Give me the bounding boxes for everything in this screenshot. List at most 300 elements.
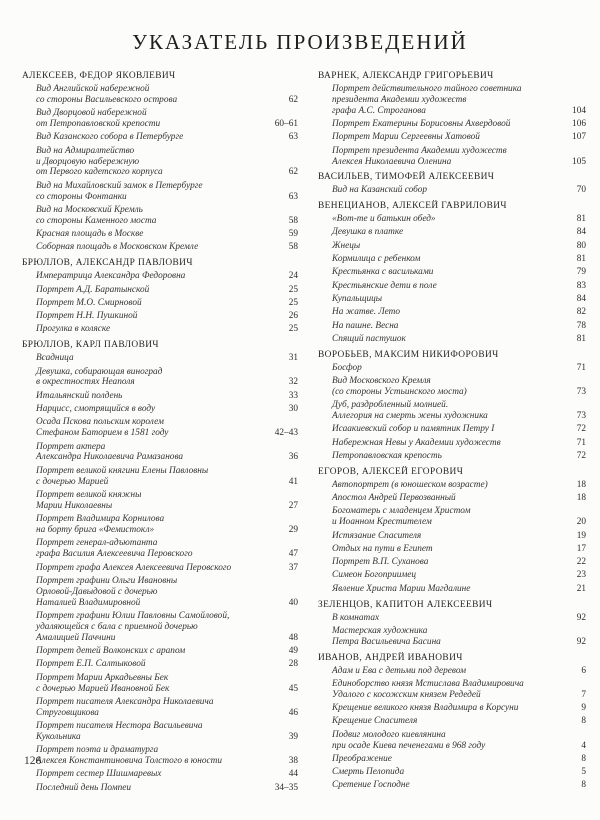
work-item — [318, 294, 586, 305]
work-item — [22, 466, 298, 488]
work-title-row — [332, 703, 586, 714]
artist-section — [318, 653, 586, 792]
work-page-number: 38 — [288, 756, 298, 767]
work-page-number: 19 — [576, 530, 586, 541]
work-title-line: Алексея Николаевича Оленина — [332, 156, 452, 167]
work-title-line: на борту брига «Фемистокл» — [36, 525, 155, 536]
work-page-number: 104 — [572, 105, 586, 116]
work-item — [22, 673, 298, 695]
work-page-number: 23 — [576, 570, 586, 581]
work-page-number: 72 — [576, 424, 586, 435]
work-page-number: 71 — [576, 362, 586, 373]
work-title-row — [36, 428, 298, 439]
work-page-number: 29 — [288, 525, 298, 536]
work-title-row — [36, 501, 298, 512]
work-title-line: и Иоанном Крестителем — [332, 517, 432, 528]
work-page-number: 48 — [288, 632, 298, 643]
work-title-line: Жнецы — [332, 240, 361, 251]
work-item — [318, 626, 586, 648]
work-title-line: Апостол Андрей Первозванный — [332, 493, 456, 504]
work-page-number: 82 — [576, 307, 586, 318]
work-page-number: 25 — [288, 284, 298, 295]
work-title-row — [332, 334, 586, 345]
work-title-line: Струговщикова — [36, 707, 99, 718]
work-page-number: 22 — [576, 557, 586, 568]
work-title-line: Истязание Спасителя — [332, 530, 422, 541]
work-item — [318, 132, 586, 143]
work-title-row — [36, 271, 298, 282]
work-title-row — [36, 525, 298, 536]
work-title-row — [332, 132, 586, 143]
work-title-line: Девушка, собирающая виноград — [36, 366, 163, 377]
work-page-number: 63 — [288, 191, 298, 202]
work-page-number: 62 — [288, 167, 298, 178]
work-title-line: Петропавловская крепость — [332, 450, 442, 461]
work-title-row — [36, 646, 298, 657]
work-item — [22, 84, 298, 106]
work-page-number: 45 — [288, 683, 298, 694]
artist-section — [318, 201, 586, 344]
work-title-row — [332, 214, 586, 225]
work-page-number: 59 — [288, 229, 298, 240]
work-title-line: графа Василия Алексеевича Перовского — [36, 549, 193, 560]
work-title-row — [36, 132, 298, 143]
work-title-line: Подвиг молодого киевлянина — [332, 729, 446, 740]
work-title-row — [332, 584, 586, 595]
work-title-line: Портрет действительного тайного советника — [332, 83, 522, 94]
work-title-line: Крестьянка с васильками — [332, 267, 434, 278]
work-title-line: Александра Николаевича Рамазанова — [36, 452, 184, 463]
work-item — [22, 659, 298, 670]
work-title-line: Портрет графини Юлии Павловны Самойловой, — [36, 610, 230, 621]
work-title-line: и Дворцовую набережную — [36, 156, 140, 167]
work-title-line: Преображение — [332, 753, 392, 764]
work-title-line: Вид на Казанский собор — [332, 185, 428, 196]
work-item — [22, 367, 298, 389]
work-title-line: Наталией Владимировной — [36, 597, 141, 608]
work-item — [318, 703, 586, 714]
work-title-row — [332, 185, 586, 196]
artist-name: БРЮЛЛОВ, АЛЕКСАНДР ПАВЛОВИЧ — [22, 258, 193, 269]
work-item — [318, 584, 586, 595]
work-title-row — [332, 531, 586, 542]
work-title-line: с дочерью Марией — [36, 476, 109, 487]
work-item — [318, 480, 586, 491]
work-title-line: Кукольника — [36, 731, 81, 742]
work-title-line: Единоборство князя Мстислава Владимировича — [332, 678, 524, 689]
artist-section — [318, 600, 586, 648]
work-item — [318, 493, 586, 504]
work-item — [22, 490, 298, 512]
work-page-number: 105 — [572, 156, 586, 167]
work-title-row — [332, 570, 586, 581]
work-title-line: Крещение великого князя Владимира в Корсуни — [332, 703, 519, 714]
work-item — [318, 716, 586, 727]
artist-name: АЛЕКСЕЕВ, ФЕДОР ЯКОВЛЕВИЧ — [22, 71, 176, 81]
work-title-line: Спящий пастушок — [332, 333, 406, 344]
work-title-line: Итальянский полдень — [36, 390, 123, 401]
work-item — [22, 108, 298, 130]
work-title-row — [332, 613, 586, 624]
work-title-line: Императрица Александра Федоровна — [36, 271, 186, 282]
work-title-row — [36, 659, 298, 670]
work-title-row — [332, 741, 586, 752]
work-title-line: Дуб, раздробленный молнией. — [332, 400, 449, 411]
work-item — [22, 611, 298, 644]
work-title-row — [332, 267, 586, 278]
work-page-number: 28 — [288, 659, 298, 670]
work-title-line: Девушка в платке — [332, 227, 404, 238]
work-item — [22, 514, 298, 536]
work-title-line: Портрет Н.Н. Пушкиной — [36, 311, 138, 322]
work-title-line: Портрет актера — [36, 441, 106, 452]
work-page-number: 107 — [572, 132, 586, 143]
work-item — [318, 214, 586, 225]
work-title-row — [36, 311, 298, 322]
artist-section — [318, 350, 586, 462]
work-title-line: Соборная площадь в Московском Кремле — [36, 242, 199, 253]
work-item — [22, 324, 298, 335]
work-item — [318, 557, 586, 568]
work-item — [22, 538, 298, 560]
work-title-row — [332, 493, 586, 504]
work-title-line: со стороны Васильевского острова — [36, 94, 178, 105]
artist-section — [318, 467, 586, 595]
index-column-left — [22, 71, 298, 796]
work-page-number: 58 — [288, 242, 298, 253]
work-item — [22, 311, 298, 322]
work-page-number: 7 — [581, 689, 586, 700]
work-title-line: Портрет великой княжны — [36, 489, 142, 500]
work-item — [22, 697, 298, 719]
work-item — [22, 353, 298, 364]
work-page-number: 92 — [576, 612, 586, 623]
work-page-number: 32 — [288, 377, 298, 388]
work-page-number: 4 — [581, 740, 586, 751]
work-title-line: Портрет Марии Сергеевны Хатовой — [332, 132, 480, 143]
work-title-row — [332, 321, 586, 332]
work-page-number: 21 — [576, 583, 586, 594]
work-item — [318, 376, 586, 398]
work-title-line: Портрет графа Алексея Алексеевича Перовского — [36, 562, 232, 573]
work-page-number: 80 — [576, 240, 586, 251]
work-title-line: Всадница — [36, 353, 74, 364]
work-item — [318, 451, 586, 462]
work-title-line: Вид Дворцовой набережной — [36, 108, 147, 119]
artist-section — [318, 71, 586, 167]
index-column-right — [318, 71, 586, 794]
work-title-line: Портрет Марии Аркадьевны Бек — [36, 672, 169, 683]
work-title-row — [332, 716, 586, 727]
work-page-number: 73 — [576, 386, 586, 397]
work-title-row — [332, 438, 586, 449]
work-page-number: 18 — [576, 479, 586, 490]
work-title-line: Купальщицы — [332, 293, 383, 304]
work-title-row — [36, 242, 298, 253]
work-title-line: Вид Английской набережной — [36, 83, 150, 94]
work-title-row — [332, 157, 586, 168]
work-title-line: с дочерью Марией Ивановной Бек — [36, 683, 170, 694]
work-title-line: Вид Казанского собора в Петербурге — [36, 132, 184, 143]
work-title-row — [332, 254, 586, 265]
work-item — [22, 769, 298, 780]
work-page-number: 6 — [581, 665, 586, 676]
work-title-row — [332, 387, 586, 398]
work-item — [22, 576, 298, 609]
artist-section — [22, 258, 298, 335]
work-title-line: графа А.С. Строганова — [332, 105, 426, 116]
work-title-line: Портрет писателя Нестора Васильевича — [36, 721, 203, 732]
work-title-row — [36, 598, 298, 609]
work-title-row — [332, 424, 586, 435]
work-title-line: от Первого кадетского корпуса — [36, 167, 163, 178]
work-title-row — [36, 477, 298, 488]
work-title-line: Босфор — [332, 362, 362, 373]
work-page-number: 73 — [576, 411, 586, 422]
work-title-line: Автопортрет (в юношеском возрасте) — [332, 479, 488, 490]
work-title-row — [332, 666, 586, 677]
work-title-row — [36, 563, 298, 574]
work-item — [22, 563, 298, 574]
work-item — [22, 229, 298, 240]
work-title-row — [332, 690, 586, 701]
work-title-line: при осаде Киева печенегами в 968 году — [332, 740, 486, 751]
work-title-line: Осада Пскова польским королем — [36, 417, 164, 428]
work-page-number: 27 — [288, 500, 298, 511]
work-item — [318, 613, 586, 624]
work-page-number: 72 — [576, 450, 586, 461]
work-title-line: Сретение Господне — [332, 780, 410, 791]
work-title-line: «Вот-те и батькин обед» — [332, 214, 436, 225]
work-title-row — [332, 294, 586, 305]
work-page-number: 34–35 — [274, 782, 298, 793]
work-title-row — [332, 241, 586, 252]
work-item — [22, 285, 298, 296]
work-page-number: 49 — [288, 646, 298, 657]
work-page-number: 106 — [572, 119, 586, 130]
artist-name: ВАРНЕК, АЛЕКСАНДР ГРИГОРЬЕВИЧ — [318, 71, 494, 81]
work-item — [22, 181, 298, 203]
work-title-row — [36, 404, 298, 415]
work-item — [22, 442, 298, 464]
work-title-line: Портрет А.Д. Баратынской — [36, 284, 150, 295]
work-page-number: 8 — [581, 780, 586, 791]
work-item — [22, 271, 298, 282]
work-title-row — [36, 769, 298, 780]
work-title-line: Удалого с косожским князем Редедей — [332, 689, 481, 700]
work-title-line: Портрет Владимира Корнилова — [36, 514, 165, 525]
work-title-line: Орловой-Давыдовой с дочерью — [36, 586, 158, 597]
work-title-row — [332, 544, 586, 555]
work-item — [318, 363, 586, 374]
work-page-number: 84 — [576, 227, 586, 238]
work-title-line: Кормилица с ребенком — [332, 254, 421, 265]
artist-name: ВОРОБЬЕВ, МАКСИМ НИКИФОРОВИЧ — [318, 349, 499, 360]
work-page-number: 40 — [288, 597, 298, 608]
work-page-number: 42–43 — [274, 428, 298, 439]
work-title-line: Вид Московского Кремля — [332, 375, 431, 386]
work-page-number: 20 — [576, 517, 586, 528]
work-title-row — [332, 363, 586, 374]
work-title-line: удаляющейся с бала с приемной дочерью — [36, 621, 198, 632]
work-title-row — [332, 557, 586, 568]
work-title-line: Портрет генерал-адъютанта — [36, 538, 158, 549]
work-page-number: 79 — [576, 267, 586, 278]
work-item — [318, 307, 586, 318]
work-item — [318, 400, 586, 422]
work-item — [318, 506, 586, 528]
work-item — [318, 281, 586, 292]
work-page-number: 71 — [576, 437, 586, 448]
work-title-line: Портрет президента Академии художеств — [332, 145, 507, 156]
work-item — [318, 679, 586, 701]
work-title-line: Портрет графини Ольги Ивановны — [36, 575, 178, 586]
work-title-row — [332, 517, 586, 528]
work-item — [318, 119, 586, 130]
work-title-line: Богоматерь с младенцем Христом — [332, 506, 471, 517]
work-item — [22, 404, 298, 415]
work-title-line: со стороны Каменного моста — [36, 215, 157, 226]
work-page-number: 24 — [288, 271, 298, 282]
work-page-number: 39 — [288, 731, 298, 742]
work-title-line: На пашне. Весна — [332, 320, 399, 331]
work-title-row — [36, 192, 298, 203]
work-title-row — [36, 684, 298, 695]
work-title-line: Портрет писателя Александра Николаевича — [36, 696, 214, 707]
work-title-row — [36, 783, 298, 794]
work-title-line: Портрет детей Волконских с арапом — [36, 646, 186, 657]
work-item — [22, 391, 298, 402]
work-page-number: 44 — [288, 769, 298, 780]
work-title-line: от Петропавловской крепости — [36, 119, 161, 130]
work-item — [22, 783, 298, 794]
work-title-line: Портрет Екатерины Борисовны Ахвердовой — [332, 119, 511, 130]
work-title-line: Симеон Богоприимец — [332, 570, 417, 581]
work-page-number: 78 — [576, 320, 586, 331]
work-item — [22, 417, 298, 439]
work-page-number: 81 — [576, 254, 586, 265]
work-title-row — [332, 767, 586, 778]
work-item — [22, 721, 298, 743]
work-title-line: В комнатах — [332, 612, 380, 623]
work-page-number: 62 — [288, 94, 298, 105]
work-title-row — [36, 391, 298, 402]
artist-section — [318, 172, 586, 196]
work-item — [318, 438, 586, 449]
work-title-row — [36, 95, 298, 106]
work-page-number: 81 — [576, 214, 586, 225]
work-title-row — [36, 377, 298, 388]
work-page-number: 60–61 — [274, 119, 298, 130]
artist-name: ЕГОРОВ, АЛЕКСЕЙ ЕГОРОВИЧ — [318, 466, 464, 477]
work-item — [318, 544, 586, 555]
work-title-row — [332, 119, 586, 130]
work-page-number: 37 — [288, 562, 298, 573]
work-title-line: Отдых на пути в Египет — [332, 543, 433, 554]
work-title-row — [332, 754, 586, 765]
work-item — [318, 321, 586, 332]
work-title-line: (со стороны Устьинского моста) — [332, 386, 467, 397]
work-title-line: президента Академии художеств — [332, 94, 467, 105]
work-page-number: 25 — [288, 297, 298, 308]
work-page-number: 46 — [288, 707, 298, 718]
work-title-line: Явление Христа Марии Магдалине — [332, 583, 471, 594]
work-page-number: 30 — [288, 404, 298, 415]
work-item — [318, 531, 586, 542]
work-item — [318, 84, 586, 117]
work-title-line: Последний день Помпеи — [36, 782, 132, 793]
artist-name: БРЮЛЛОВ, КАРЛ ПАВЛОВИЧ — [22, 340, 159, 351]
work-item — [318, 334, 586, 345]
work-page-number: 63 — [288, 132, 298, 143]
work-page-number: 36 — [288, 452, 298, 463]
work-page-number: 26 — [288, 311, 298, 322]
work-item — [318, 185, 586, 196]
work-page-number: 9 — [581, 703, 586, 714]
work-title-row — [36, 549, 298, 560]
work-item — [22, 146, 298, 179]
work-title-row — [36, 167, 298, 178]
folio-page-number: 126 — [24, 755, 42, 767]
work-title-line: Портрет сестер Шишмаревых — [36, 769, 162, 780]
work-title-row — [332, 307, 586, 318]
work-item — [22, 205, 298, 227]
work-page-number: 31 — [288, 353, 298, 364]
work-title-line: Петра Васильевича Басина — [332, 636, 441, 647]
work-title-line: Алексея Константиновича Толстого в юности — [36, 756, 223, 767]
work-title-row — [36, 633, 298, 644]
work-page-number: 92 — [576, 636, 586, 647]
work-item — [22, 646, 298, 657]
work-page-number: 17 — [576, 543, 586, 554]
work-item — [318, 424, 586, 435]
work-title-row — [332, 227, 586, 238]
work-item — [318, 227, 586, 238]
artist-section — [22, 71, 298, 253]
work-title-line: Исаакиевский собор и памятник Петру I — [332, 424, 495, 435]
work-title-line: Вид на Михайловский замок в Петербурге — [36, 180, 203, 191]
work-title-line: Крещение Спасителя — [332, 716, 418, 727]
work-item — [318, 767, 586, 778]
work-page-number: 25 — [288, 324, 298, 335]
artist-section — [22, 340, 298, 793]
artist-name: ВАСИЛЬЕВ, ТИМОФЕЙ АЛЕКСЕЕВИЧ — [318, 172, 495, 183]
work-title-line: Смерть Пелопида — [332, 767, 405, 778]
work-item — [318, 570, 586, 581]
work-title-row — [36, 324, 298, 335]
work-title-line: Аллегория на смерть жены художника — [332, 411, 488, 422]
work-page-number: 58 — [288, 215, 298, 226]
work-title-line: Нарцисс, смотрящийся в воду — [36, 404, 156, 415]
work-title-line: Амалицией Паччини — [36, 632, 116, 643]
work-title-row — [36, 353, 298, 364]
work-item — [22, 298, 298, 309]
work-page-number: 18 — [576, 493, 586, 504]
work-title-line: Красная площадь в Москве — [36, 229, 144, 240]
artist-name: ИВАНОВ, АНДРЕЙ ИВАНОВИЧ — [318, 652, 463, 663]
work-item — [22, 242, 298, 253]
work-item — [22, 745, 298, 767]
work-title-row — [36, 732, 298, 743]
work-title-row — [36, 298, 298, 309]
work-title-line: Портрет великой княгини Елены Павловны — [36, 465, 209, 476]
work-title-row — [332, 281, 586, 292]
work-title-row — [36, 119, 298, 130]
work-title-line: Крестьянские дети в поле — [332, 280, 437, 291]
work-page-number: 8 — [581, 716, 586, 727]
work-title-row — [332, 480, 586, 491]
work-title-line: со стороны Фонтанки — [36, 191, 127, 202]
